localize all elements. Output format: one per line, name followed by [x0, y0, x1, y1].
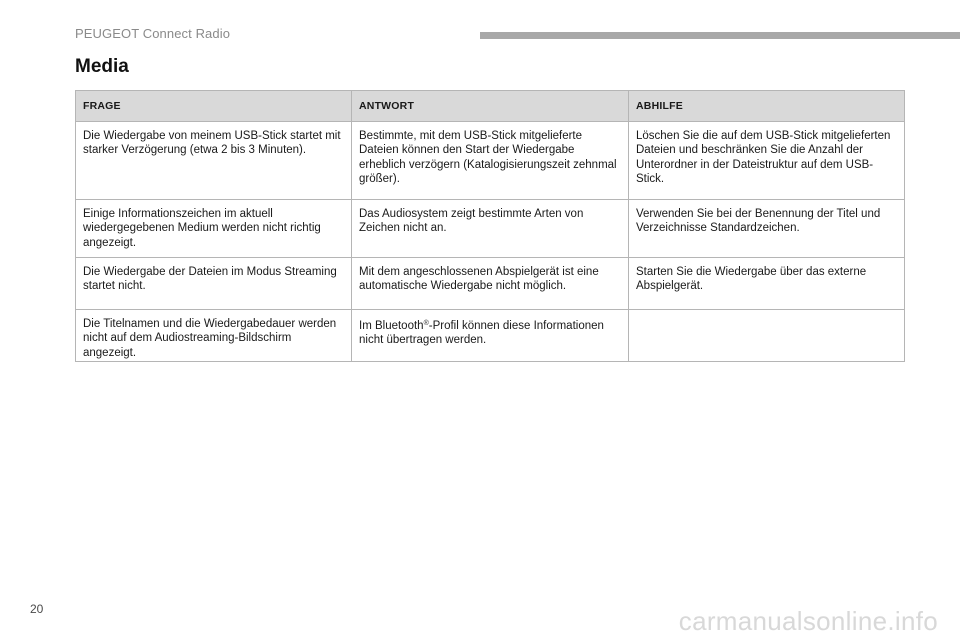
- header-bar: [480, 32, 960, 39]
- cell-antwort: [352, 310, 629, 362]
- cell-frage: Die Wiedergabe von meinem USB-Stick startet mit starker Verzögerung (etwa 2 bis 3 Minuten).: [76, 122, 352, 200]
- column-header-frage: FRAGE: [76, 91, 352, 122]
- table-row: [76, 258, 905, 310]
- cell-antwort-text-post: -Profil können diese Informationen nicht übertragen werden.: [359, 320, 604, 347]
- cell-abhilfe: Löschen Sie die auf dem USB-Stick mitgelieferten Dateien und beschränken Sie die Anzahl der Unterordner in der Dateistruktur auf dem USB-Stick.: [629, 122, 905, 200]
- registered-mark: ®: [423, 320, 429, 327]
- cell-frage: Die Wiedergabe der Dateien im Modus Streaming startet nicht.: [76, 258, 352, 310]
- table-row: [76, 310, 905, 362]
- cell-antwort: Das Audiosystem zeigt bestimmte Arten von Zeichen nicht an.: [352, 200, 629, 258]
- cell-antwort-text-pre: Im Bluetooth: [359, 320, 424, 332]
- cell-abhilfe: Verwenden Sie bei der Benennung der Titel und Verzeichnisse Standardzeichen.: [629, 200, 905, 258]
- cell-frage: Einige Informationszeichen im aktuell wiedergegebenen Medium werden nicht richtig angezeigt.: [76, 200, 352, 258]
- cell-abhilfe: Starten Sie die Wiedergabe über das externe Abspielgerät.: [629, 258, 905, 310]
- table-header-row: [76, 91, 905, 122]
- cell-antwort: Bestimmte, mit dem USB-Stick mitgelieferte Dateien können den Start der Wiedergabe erheblich verzögern (Katalogisierungszeit zehnmal größer).: [352, 122, 629, 200]
- faq-table: [75, 90, 905, 362]
- column-header-abhilfe: ABHILFE: [629, 91, 905, 122]
- cell-abhilfe: [629, 310, 905, 362]
- watermark-text: carmanualsonline.info: [678, 606, 938, 636]
- page-number: 20: [30, 602, 44, 616]
- table-row: [76, 122, 905, 200]
- cell-antwort: Mit dem angeschlossenen Abspielgerät ist eine automatische Wiedergabe nicht möglich.: [352, 258, 629, 310]
- page-title: Media: [75, 56, 129, 77]
- header-title: PEUGEOT Connect Radio: [75, 26, 231, 41]
- cell-frage: Die Titelnamen und die Wiedergabedauer werden nicht auf dem Audiostreaming-Bildschirm angezeigt.: [76, 310, 352, 362]
- column-header-antwort: ANTWORT: [352, 91, 629, 122]
- table-row: [76, 200, 905, 258]
